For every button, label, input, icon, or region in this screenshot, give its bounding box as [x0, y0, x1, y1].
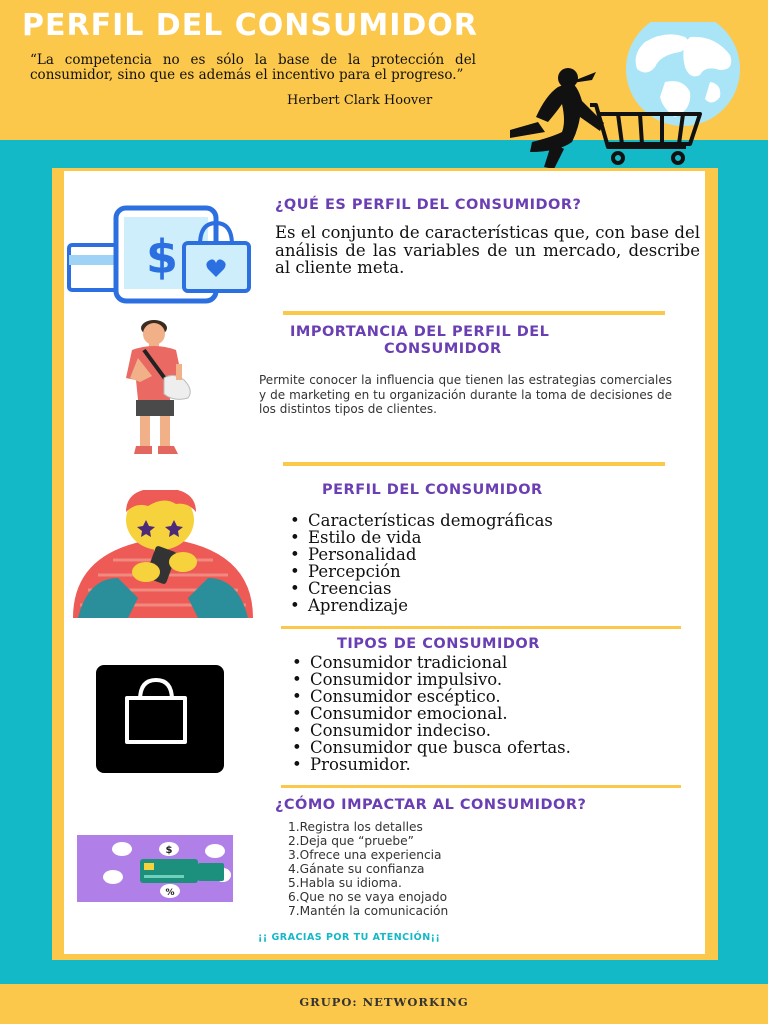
list-item: 6.Que no se vaya enojado [288, 890, 448, 904]
profile-list [288, 512, 668, 614]
list-item: 4.Gánate su confianza [288, 862, 425, 876]
divider [281, 785, 681, 788]
section2-text: Permite conocer la influencia que tienen las estrategias comerciales y de marketing en tu organización durante la toma de decisiones de los distintos tipos de clientes. [259, 373, 672, 416]
consumer-types-list [290, 654, 690, 773]
globe-icon [626, 22, 740, 126]
list-item: • Aprendizaje [288, 597, 668, 614]
impact-steps-list [288, 820, 628, 918]
list-item: • Creencias [288, 580, 668, 597]
list-item: • Consumidor que busca ofertas. [290, 739, 690, 756]
payment-card-illustration [77, 835, 233, 902]
footer-text: GRUPO: NETWORKING [299, 995, 469, 1009]
section2-heading-line1: IMPORTANCIA DEL PERFIL DEL [290, 324, 550, 340]
list-item: • Consumidor tradicional [290, 654, 690, 671]
list-item: 7.Mantén la comunicación [288, 904, 449, 918]
section4-heading: TIPOS DE CONSUMIDOR [337, 636, 540, 652]
list-item: 5.Habla su idioma. [288, 876, 402, 890]
svg-text:$: $ [165, 845, 173, 856]
man-with-bag-illustration [120, 318, 200, 460]
shopping-bag-tablet-icon [95, 664, 225, 774]
list-item: • Características demográficas [288, 512, 668, 529]
list-item: • Personalidad [288, 546, 668, 563]
divider [283, 462, 665, 466]
phone-payment-icon [66, 205, 256, 305]
divider [283, 311, 665, 315]
list-item: • Consumidor impulsivo. [290, 671, 690, 688]
section1-text: Es el conjunto de características que, con base del análisis de las variables de un mercado, describe al cliente meta. [275, 223, 700, 277]
quote-text: “La competencia no es sólo la base de la protección del consumidor, sino que es además el incentivo para el progreso.” [30, 52, 476, 83]
list-item: • Prosumidor. [290, 756, 690, 773]
page-title: PERFIL DEL CONSUMIDOR [22, 8, 478, 43]
list-item: 3.Ofrece una experiencia [288, 848, 442, 862]
list-item: 1.Registra los detalles [288, 820, 423, 834]
divider [281, 626, 681, 629]
person-with-phone-illustration [68, 490, 258, 618]
section5-heading: ¿CÓMO IMPACTAR AL CONSUMIDOR? [275, 797, 587, 813]
globe-shopper-illustration [440, 22, 750, 172]
list-item: • Consumidor escéptico. [290, 688, 690, 705]
list-item: • Estilo de vida [288, 529, 668, 546]
quote-author: Herbert Clark Hoover [287, 93, 433, 108]
svg-text:%: % [165, 888, 175, 898]
footer-banner [0, 984, 768, 1024]
list-item: • Consumidor indeciso. [290, 722, 690, 739]
shopper-silhouette-icon [510, 68, 604, 169]
thanks-note: ¡¡ GRACIAS POR TU ATENCIÓN¡¡ [258, 932, 441, 943]
dollar-icon: $ [145, 230, 179, 284]
list-item: 2.Deja que “pruebe” [288, 834, 414, 848]
list-item: • Percepción [288, 563, 668, 580]
list-item: • Consumidor emocional. [290, 705, 690, 722]
section3-heading: PERFIL DEL CONSUMIDOR [322, 482, 543, 498]
shopping-cart-icon [590, 105, 700, 163]
section1-heading: ¿QUÉ ES PERFIL DEL CONSUMIDOR? [275, 197, 582, 213]
section2-heading-line2: CONSUMIDOR [384, 341, 502, 357]
